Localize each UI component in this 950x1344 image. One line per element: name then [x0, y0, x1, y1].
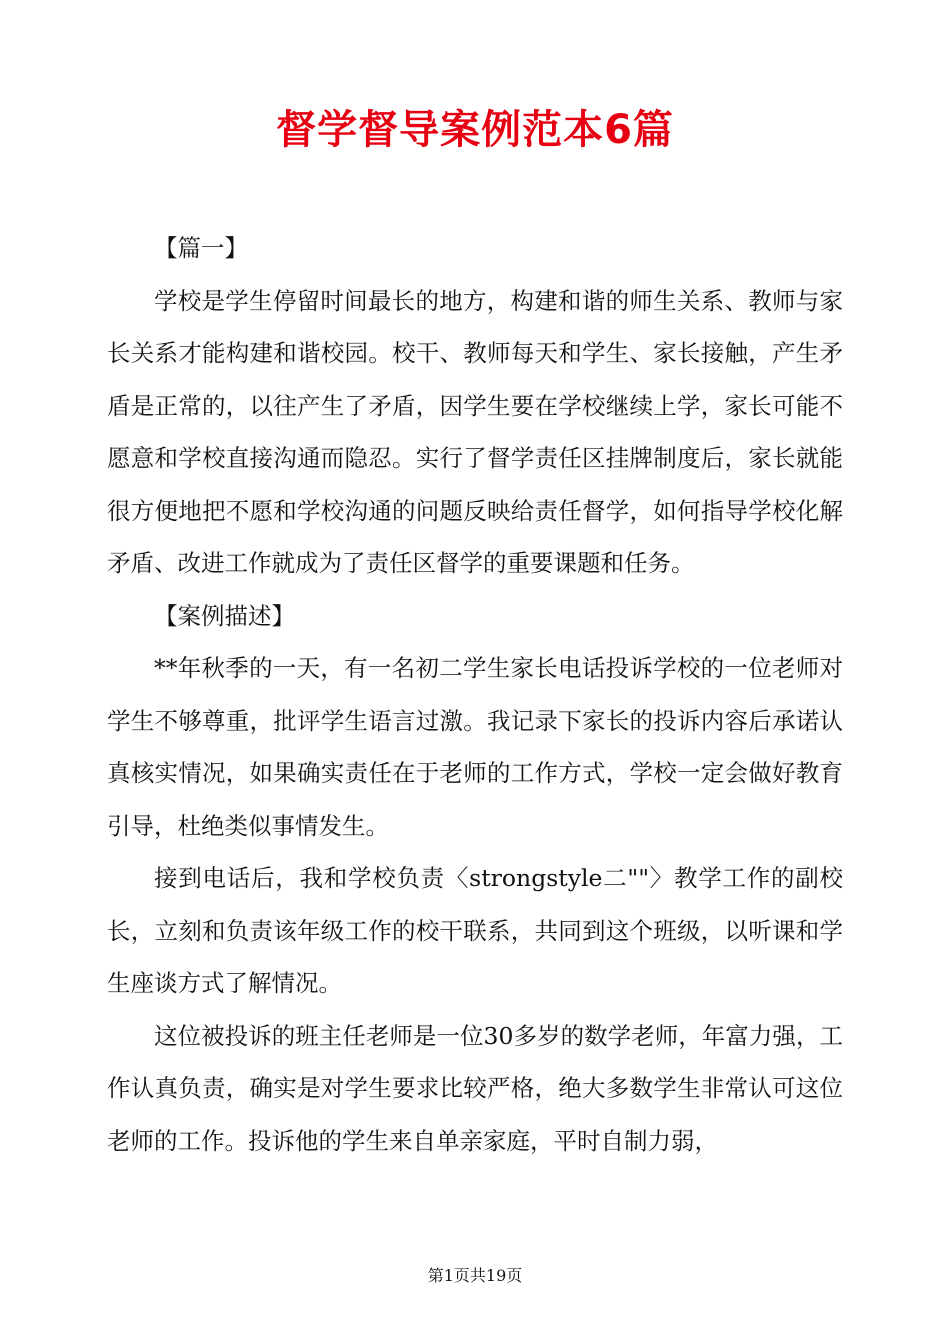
document-title: 督学督导案例范本6篇 — [276, 107, 674, 153]
page-number-footer: 第1页共19页 — [427, 1266, 523, 1285]
section-heading-case-description: 【案例描述】 — [154, 601, 295, 630]
document-body — [107, 222, 843, 1167]
paragraph-intro: 学校是学生停留时间最长的地方，构建和谐的师生关系、教师与家长关系才能构建和谐校园。校干、教师每天和学生、家长接触，产生矛盾是正常的，以往产生了矛盾，因学生要在学校继续上学，家长可能不愿意和学校直接沟通而隐忍。实行了督学责任区挂牌制度后，家长就能很方便地把不愿和学校沟通的问题反映给责任督学，如何指导学校化解矛盾、改进工作就成为了责任区督学的重要课题和任务。 — [107, 286, 843, 577]
paragraph-complaint: **年秋季的一天，有一名初二学生家长电话投诉学校的一位老师对学生不够尊重，批评学生语言过激。我记录下家长的投诉内容后承诺认真核实情况，如果确实责任在于老师的工作方式，学校一定会做好教育引导，杜绝类似事情发生。 — [107, 654, 843, 840]
paragraph-teacher-profile: 这位被投诉的班主任老师是一位30多岁的数学老师，年富力强，工作认真负责，确实是对学生要求比较严格，绝大多数学生非常认可这位老师的工作。投诉他的学生来自单亲家庭，平时自制力弱， — [107, 1021, 843, 1155]
section-heading-part-one: 【篇一】 — [154, 234, 248, 262]
paragraph-investigation: 接到电话后，我和学校负责〈strongstyle二""〉教学工作的副校长，立刻和负责该年级工作的校干联系，共同到这个班级，以听课和学生座谈方式了解情况。 — [107, 864, 843, 997]
